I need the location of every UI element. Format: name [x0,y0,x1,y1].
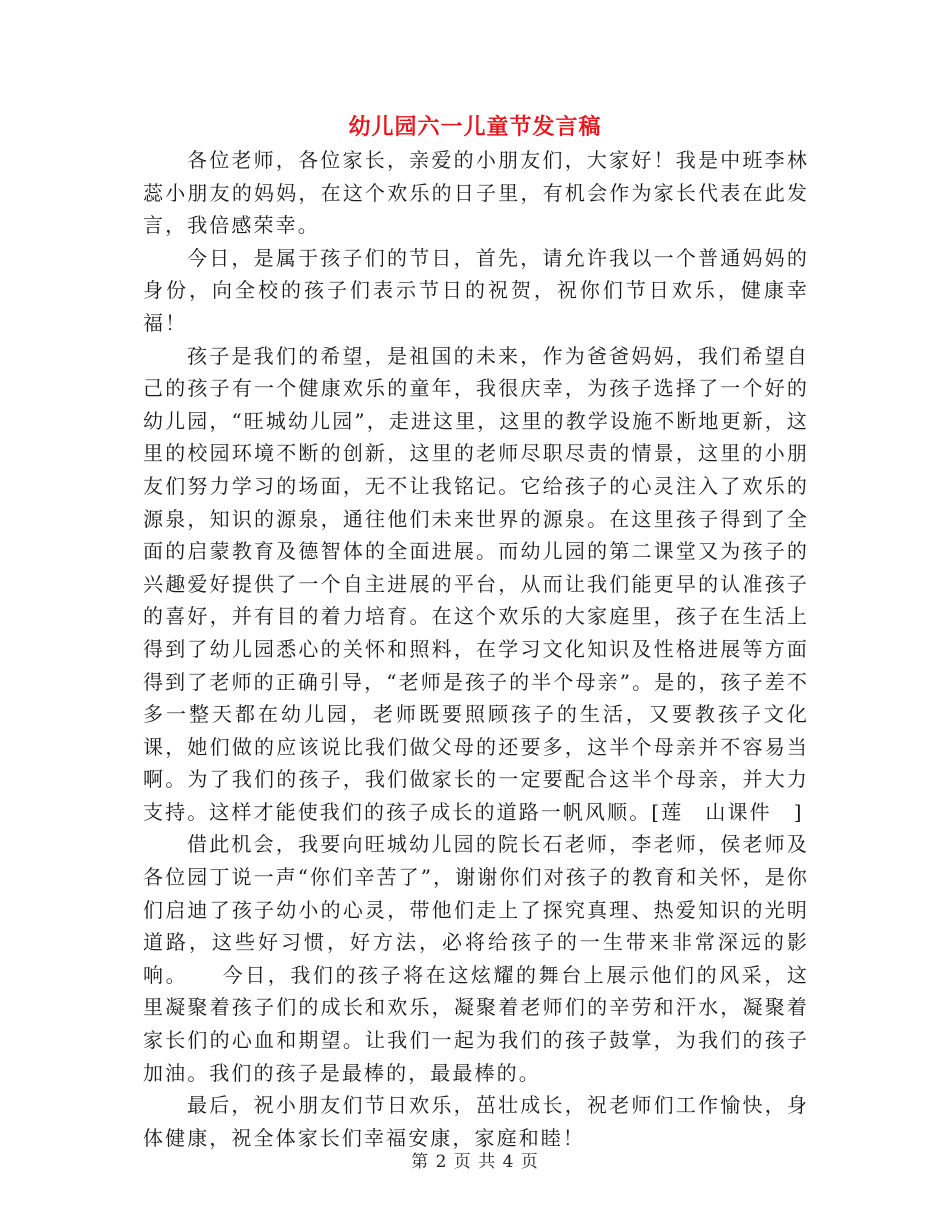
paragraph-thanks [143,828,809,1089]
paragraph-closing-wishes: 最后，祝小朋友们节日欢乐，茁壮成长，祝老师们工作愉快，身体健康，祝全体家长们幸福安康，家庭和睦！ [143,1093,809,1150]
page-number-footer: 第 2 页 共 4 页 [411,1152,539,1172]
document-body [143,144,809,1154]
paragraph-congratulation: 今日，是属于孩子们的节日，首先，请允许我以一个普通妈妈的身份，向全校的孩子们表示节日的祝贺，祝你们节日欢乐，健康幸福！ [143,245,809,335]
paragraph-greeting: 各位老师，各位家长，亲爱的小朋友们，大家好！我是中班李林蕊小朋友的妈妈，在这个欢乐的日子里，有机会作为家长代表在此发言，我倍感荣幸。 [143,148,809,238]
paragraph-thanks-text: 借此机会，我要向旺城幼儿园的院长石老师，李老师，侯老师及各位园丁说一声“你们辛苦了”，谢谢你们对孩子的教育和关怀，是你们启迪了孩子幼小的心灵，带他们走上了探究真理、热爱知识的光明道路，这些好习惯，好方法，必将给孩子的一生带来非常深远的影响。 [143,832,809,987]
paragraph-kindergarten-praise: 孩子是我们的希望，是祖国的未来，作为爸爸妈妈，我们希望自己的孩子有一个健康欢乐的童年，我很庆幸，为孩子选择了一个好的幼儿园，“旺城幼儿园”，走进这里，这里的教学设施不断地更新，这里的校园环境不断的创新，这里的老师尽职尽责的情景，这里的小朋友们努力学习的场面，无不让我铭记。它给孩子的心灵注入了欢乐的源泉，知识的源泉，通往他们未来世界的源泉。在这里孩子得到了全面的启蒙教育及德智体的全面进展。而幼儿园的第二课堂又为孩子的兴趣爱好提供了一个自主进展的平台，从而让我们能更早的认准孩子的喜好，并有目的着力培育。在这个欢乐的大家庭里，孩子在生活上得到了幼儿园悉心的关怀和照料，在学习文化知识及性格进展等方面得到了老师的正确引导，“老师是孩子的半个母亲”。是的，孩子差不多一整天都在幼儿园，老师既要照顾孩子的生活，又要教孩子文化课，她们做的应该说比我们做父母的还要多，这半个母亲并不容易当啊。为了我们的孩子，我们做家长的一定要配合这半个母亲，并大力支持。这样才能使我们的孩子成长的道路一帆风顺。[莲 山课件 ] [143,343,809,824]
paragraph-performance-text: 今日，我们的孩子将在这炫耀的舞台上展示他们的风采，这里凝聚着孩子们的成长和欢乐，凝聚着老师们的辛劳和汗水，凝聚着家长们的心血和期望。让我们一起为我们的孩子鼓掌，为我们的孩子加油。我们的孩子是最棒的，最最棒的。 [143,962,810,1085]
document-title: 幼儿园六一儿童节发言稿 [348,114,602,140]
